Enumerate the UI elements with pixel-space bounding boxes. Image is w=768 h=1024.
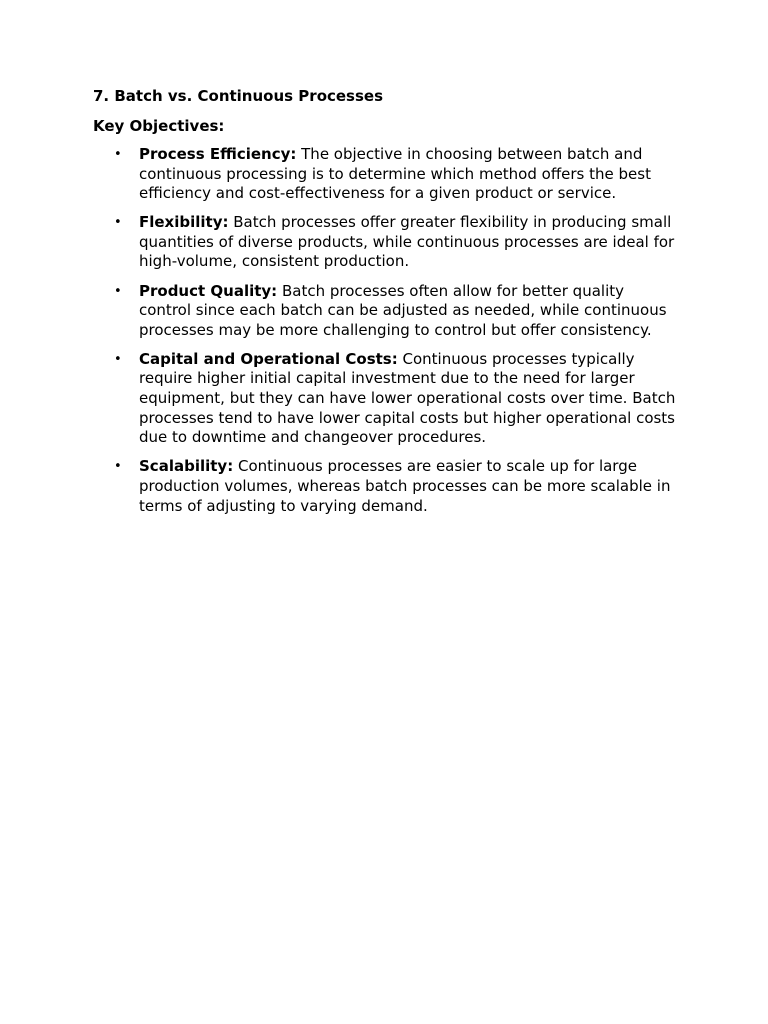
item-text: The objective in choosing between batch and continuous processing is to determine which method offers the best efficiency and cost-effectiveness for a given product or service. bbox=[139, 145, 651, 203]
item-term: Scalability: bbox=[139, 457, 234, 476]
item-term: Capital and Operational Costs: bbox=[139, 349, 398, 368]
item-text: Continuous processes typically require higher initial capital investment due to the need for larger equipment, but they can have lower operational costs over time. Batch processes tend to have lower capital costs but higher operational costs due to downtime and changeover procedures. bbox=[139, 349, 676, 447]
key-objectives-heading: Key Objectives: bbox=[93, 117, 225, 135]
list-item bbox=[93, 145, 678, 204]
section-heading: 7. Batch vs. Continuous Processes bbox=[93, 87, 384, 105]
objectives-list bbox=[93, 145, 678, 516]
item-text: Batch processes often allow for better quality control since each batch can be adjusted as needed, while continuous processes may be more challenging to control but offer consistency. bbox=[139, 281, 667, 339]
bullet-icon: • bbox=[114, 351, 122, 367]
list-item bbox=[93, 350, 678, 448]
item-text: Continuous processes are easier to scale up for large production volumes, whereas batch processes can be more scalable in terms of adjusting to varying demand. bbox=[139, 457, 671, 515]
bullet-icon: • bbox=[114, 147, 122, 162]
bullet-icon: • bbox=[114, 283, 122, 299]
item-text: Batch processes offer greater flexibility in producing small quantities of diverse products, while continuous processes are ideal for high-volume, consistent production. bbox=[139, 213, 675, 271]
bullet-icon: • bbox=[114, 459, 122, 475]
list-item bbox=[93, 282, 678, 341]
list-item bbox=[93, 213, 678, 272]
list-item bbox=[93, 457, 678, 516]
item-term: Flexibility: bbox=[139, 213, 229, 232]
item-term: Process Efficiency: bbox=[139, 145, 297, 163]
document-body bbox=[93, 86, 678, 526]
bullet-icon: • bbox=[114, 215, 122, 231]
item-term: Product Quality: bbox=[139, 281, 278, 300]
